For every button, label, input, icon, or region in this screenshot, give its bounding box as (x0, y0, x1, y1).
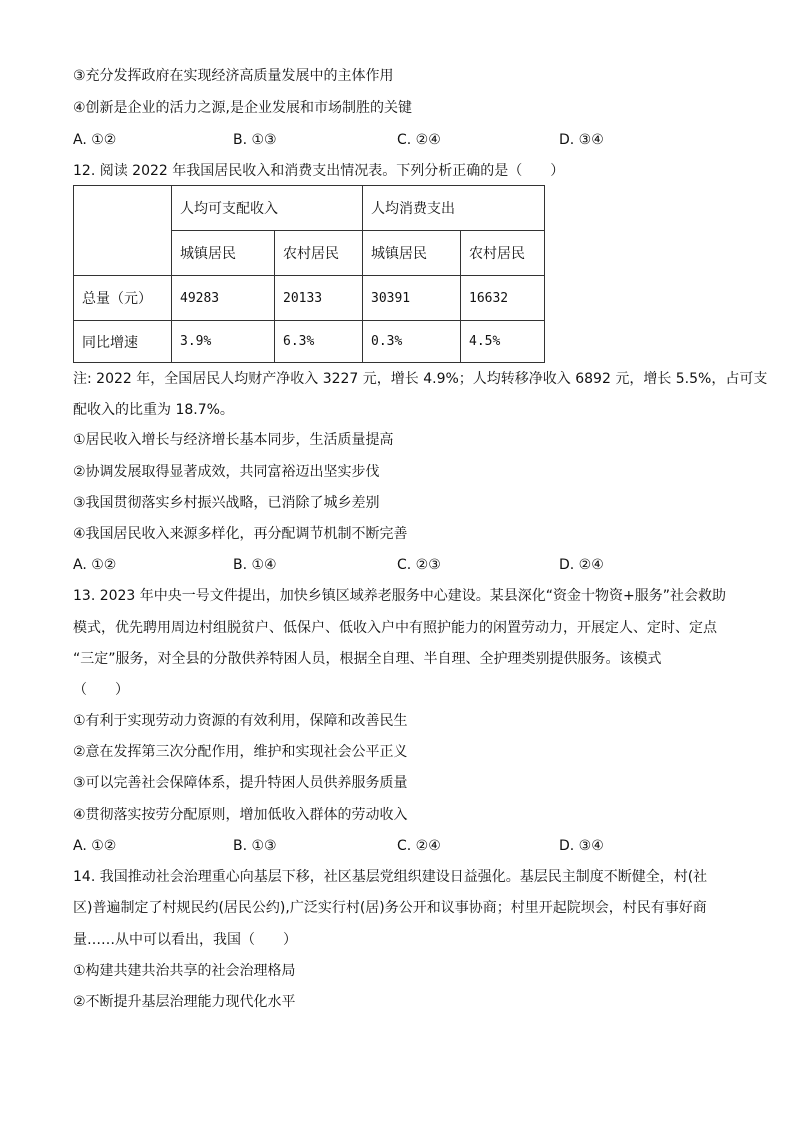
q12-statement-1: ①居民收入增长与经济增长基本同步，生活质量提高 (73, 432, 394, 448)
row-label-total: 总量（元） (74, 276, 172, 321)
subheader-urban-income: 城镇居民 (172, 231, 275, 276)
q11-statement-4: ④创新是企业的活力之源,是企业发展和市场制胜的关键 (73, 100, 412, 116)
q13-option-d[interactable]: D. ③④ (559, 838, 604, 854)
q14-statement-2: ②不断提升基层治理能力现代化水平 (73, 994, 296, 1010)
q13-options (73, 837, 733, 855)
q13-option-a[interactable]: A. ①② (73, 838, 117, 854)
cell-total-urban-income: 49283 (172, 276, 275, 321)
q14-stem-line-1: 14. 我国推动社会治理重心向基层下移，社区基层党组织建设日益强化。基层民主制度不断健全，村(社 (73, 869, 708, 885)
q13-option-b[interactable]: B. ①③ (233, 838, 277, 854)
q11-option-a[interactable]: A. ①② (73, 132, 117, 148)
q12-options (73, 556, 733, 574)
cell-total-urban-consumption: 30391 (363, 276, 461, 321)
q12-option-d[interactable]: D. ②④ (559, 557, 604, 573)
q11-option-d[interactable]: D. ③④ (559, 132, 604, 148)
q11-option-b[interactable]: B. ①③ (233, 132, 277, 148)
q12-statement-4: ④我国居民收入来源多样化，再分配调节机制不断完善 (73, 526, 408, 542)
subheader-rural-income: 农村居民 (275, 231, 363, 276)
table-note-line-2: 配收入的比重为 18.7%。 (73, 402, 234, 418)
cell-total-rural-consumption: 16632 (461, 276, 545, 321)
cell-growth-rural-income: 6.3% (275, 321, 363, 363)
q13-stem-line-3: “三定”服务，对全县的分散供养特困人员，根据全自理、半自理、全护理类别提供服务。该模式 (73, 651, 662, 667)
q13-stem-line-4: （ ） (73, 682, 129, 698)
q14-stem-line-3: 量……从中可以看出，我国（ ） (73, 932, 297, 948)
header-income: 人均可支配收入 (172, 186, 363, 231)
q13-option-c[interactable]: C. ②④ (397, 838, 441, 854)
q12-option-b[interactable]: B. ①④ (233, 557, 277, 573)
q13-statement-4: ④贯彻落实按劳分配原则，增加低收入群体的劳动收入 (73, 807, 408, 823)
q13-statement-3: ③可以完善社会保障体系，提升特困人员供养服务质量 (73, 775, 408, 791)
header-consumption: 人均消费支出 (363, 186, 545, 231)
q11-options (73, 131, 733, 149)
q13-stem-line-2: 模式，优先聘用周边村组脱贫户、低保户、低收入户中有照护能力的闲置劳动力，开展定人、定时、定点 (73, 620, 717, 636)
q14-stem-line-2: 区)普遍制定了村规民约(居民公约),广泛实行村(居)务公开和议事协商；村里开起院坝会，村民有事好商 (73, 900, 707, 916)
q13-statement-2: ②意在发挥第三次分配作用，维护和实现社会公平正义 (73, 744, 408, 760)
cell-total-rural-income: 20133 (275, 276, 363, 321)
cell-growth-urban-income: 3.9% (172, 321, 275, 363)
cell-growth-rural-consumption: 4.5% (461, 321, 545, 363)
table-row-growth (74, 321, 545, 363)
row-label-growth: 同比增速 (74, 321, 172, 363)
q12-option-a[interactable]: A. ①② (73, 557, 117, 573)
q11-statement-3: ③充分发挥政府在实现经济高质量发展中的主体作用 (73, 68, 394, 84)
q13-statement-1: ①有利于实现劳动力资源的有效利用，保障和改善民生 (73, 713, 408, 729)
q14-statement-1: ①构建共建共治共享的社会治理格局 (73, 963, 296, 979)
q12-stem: 12. 阅读 2022 年我国居民收入和消费支出情况表。下列分析正确的是（ ） (73, 163, 565, 179)
table-row-total (74, 276, 545, 321)
q12-option-c[interactable]: C. ②③ (397, 557, 441, 573)
q12-statement-2: ②协调发展取得显著成效，共同富裕迈出坚实步伐 (73, 464, 380, 480)
table-note-line-1: 注: 2022 年，全国居民人均财产净收入 3227 元，增长 4.9%；人均转移净收入 6892 元，增长 5.5%，占可支 (73, 371, 768, 387)
income-consumption-table (73, 185, 545, 363)
cell-growth-urban-consumption: 0.3% (363, 321, 461, 363)
q13-stem-line-1: 13. 2023 年中央一号文件提出，加快乡镇区域养老服务中心建设。某县深化“资金十物资+服务”社会救助 (73, 588, 727, 604)
subheader-rural-consumption: 农村居民 (461, 231, 545, 276)
subheader-urban-consumption: 城镇居民 (363, 231, 461, 276)
q12-statement-3: ③我国贯彻落实乡村振兴战略，已消除了城乡差别 (73, 495, 380, 511)
table-corner-cell (74, 186, 172, 276)
q11-option-c[interactable]: C. ②④ (397, 132, 441, 148)
